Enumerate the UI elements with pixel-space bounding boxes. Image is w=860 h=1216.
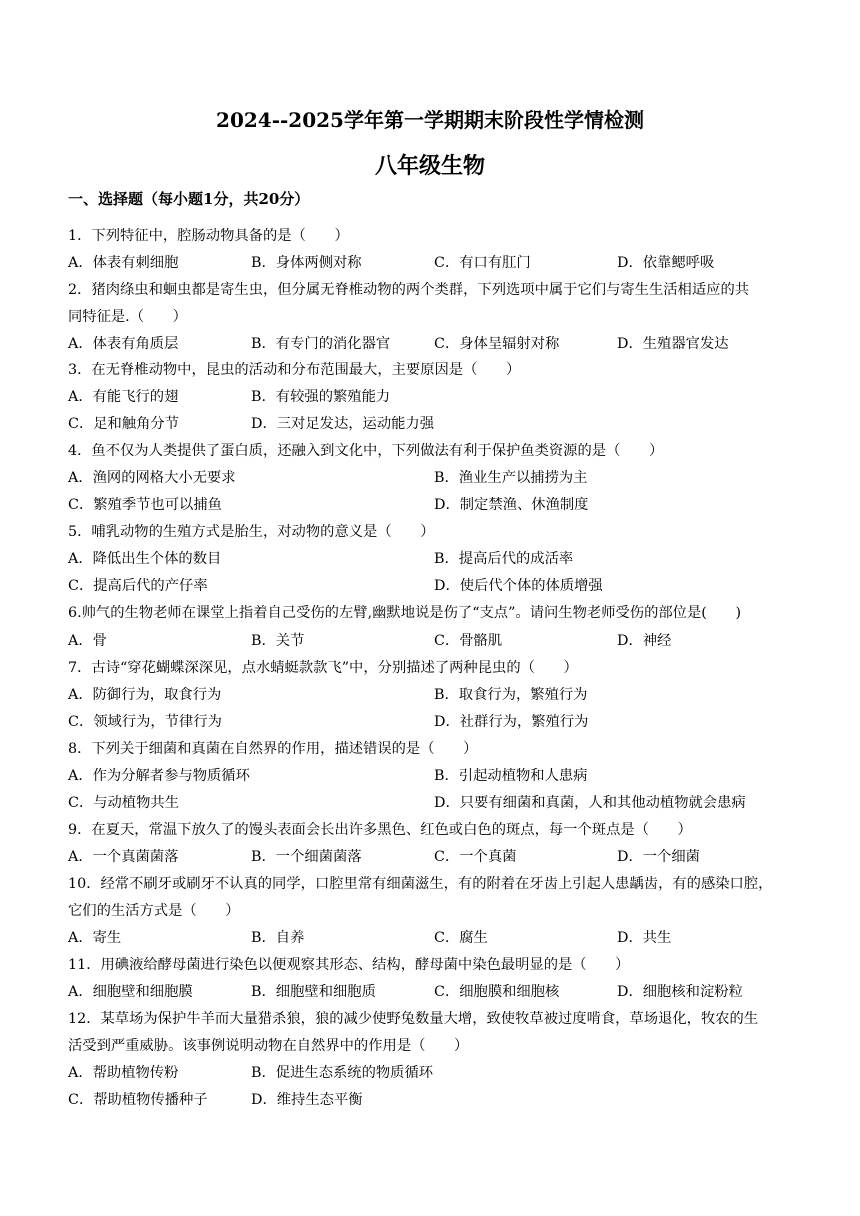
answer-option: C．足和触角分节	[68, 416, 180, 432]
answer-option: A．帮助植物传粉	[68, 1065, 179, 1081]
answer-option: A．防御行为，取食行为	[68, 687, 222, 703]
answer-option: C．领域行为，节律行为	[68, 714, 222, 730]
answer-option: D．制定禁渔、休渔制度	[434, 497, 589, 513]
answer-option: B．渔业生产以捕捞为主	[434, 470, 588, 486]
question-stem-line: 7．古诗“穿花蝴蝶深深见，点水蜻蜓款款飞”中，分别描述了两种昆虫的（ ）	[68, 660, 578, 676]
answer-option: C．与动植物共生	[68, 795, 180, 811]
question-stem-line: 12．某草场为保护牛羊而大量猎杀狼，狼的减少使野兔数量大增，致使牧草被过度啃食，草场退化，牧农的生	[68, 1011, 759, 1027]
answer-option: D．维持生态平衡	[251, 1092, 363, 1108]
answer-option: B．引起动植物和人患病	[434, 768, 588, 784]
question-stem-line: 它们的生活方式是（ ）	[68, 903, 240, 919]
answer-option: A．作为分解者参与物质循环	[68, 768, 250, 784]
answer-option: D．共生	[617, 930, 672, 946]
question-stem-line: 11．用碘液给酵母菌进行染色以便观察其形态、结构，酵母菌中染色最明显的是（ ）	[68, 957, 630, 973]
answer-option: C．细胞膜和细胞核	[434, 984, 560, 1000]
answer-option: D．神经	[617, 633, 672, 649]
question-stem-line: 1．下列特征中，腔肠动物具备的是（ ）	[68, 228, 349, 244]
question-stem-line: 活受到严重威胁。该事例说明动物在自然界中的作用是（ ）	[68, 1038, 469, 1054]
answer-option: C．有口有肛门	[434, 255, 531, 271]
answer-option: C．身体呈辐射对称	[434, 336, 560, 352]
answer-option: A．体表有刺细胞	[68, 255, 179, 271]
exam-subject: 八年级生物	[374, 153, 485, 179]
answer-option: D．只要有细菌和真菌，人和其他动植物就会患病	[434, 795, 746, 811]
answer-option: C．一个真菌	[434, 849, 517, 865]
answer-option: B．有专门的消化器官	[251, 336, 391, 352]
section-heading: 一、选择题（每小题1分，共20分）	[68, 190, 310, 208]
question-stem-line: 6.帅气的生物老师在课堂上指着自己受伤的左臂,幽默地说是伤了“支点”。请问生物老师受伤的部位是( )	[68, 605, 742, 621]
answer-option: A．有能飞行的翅	[68, 389, 179, 405]
question-stem-line: 9．在夏天，常温下放久了的馒头表面会长出许多黑色、红色或白色的斑点，每一个斑点是（ ）	[68, 822, 692, 838]
answer-option: C．腐生	[434, 930, 488, 946]
answer-option: C．帮助植物传播种子	[68, 1092, 208, 1108]
answer-option: D．生殖器官发达	[617, 336, 729, 352]
question-stem-line: 3．在无脊椎动物中，昆虫的活动和分布范围最大，主要原因是（ ）	[68, 362, 521, 378]
answer-option: A．一个真菌菌落	[68, 849, 179, 865]
answer-option: B．促进生态系统的物质循环	[251, 1065, 434, 1081]
answer-option: B．细胞壁和细胞质	[251, 984, 376, 1000]
answer-option: C．骨骼肌	[434, 633, 503, 649]
question-stem-line: 8．下列关于细菌和真菌在自然界的作用，描述错误的是（ ）	[68, 741, 478, 757]
answer-option: A．细胞壁和细胞膜	[68, 984, 193, 1000]
answer-option: B．身体两侧对称	[251, 255, 362, 271]
question-stem-line: 5．哺乳动物的生殖方式是胎生，对动物的意义是（ ）	[68, 524, 435, 540]
exam-title: 2024--2025学年第一学期期末阶段性学情检测	[216, 108, 644, 132]
answer-option: B．有较强的繁殖能力	[251, 389, 391, 405]
question-stem-line: 10．经常不刷牙或刷牙不认真的同学，口腔里常有细菌滋生，有的附着在牙齿上引起人患龋齿，有的感染口腔，	[68, 876, 773, 892]
answer-option: A．骨	[68, 633, 107, 649]
answer-option: D．三对足发达，运动能力强	[251, 416, 435, 432]
answer-option: B．提高后代的成活率	[434, 551, 574, 567]
answer-option: B．自养	[251, 930, 305, 946]
question-stem-line: 同特征是.（ ）	[68, 309, 187, 325]
answer-option: B．关节	[251, 633, 305, 649]
answer-option: B．一个细菌菌落	[251, 849, 362, 865]
answer-option: A．体表有角质层	[68, 336, 179, 352]
answer-option: C．提高后代的产仔率	[68, 578, 208, 594]
answer-option: D．社群行为，繁殖行为	[434, 714, 589, 730]
answer-option: C．繁殖季节也可以捕鱼	[68, 497, 222, 513]
answer-option: A．降低出生个体的数目	[68, 551, 222, 567]
answer-option: B．取食行为，繁殖行为	[434, 687, 588, 703]
answer-option: D．一个细菌	[617, 849, 700, 865]
answer-option: A．寄生	[68, 930, 122, 946]
answer-option: D．使后代个体的体质增强	[434, 578, 603, 594]
question-stem-line: 2．猪肉绦虫和蛔虫都是寄生虫，但分属无脊椎动物的两个类群，下列选项中属于它们与寄生生活相适应的共	[68, 282, 750, 298]
answer-option: D．依靠鳃呼吸	[617, 255, 715, 271]
answer-option: A．渔网的网格大小无要求	[68, 470, 236, 486]
answer-option: D．细胞核和淀粉粒	[617, 984, 743, 1000]
question-stem-line: 4．鱼不仅为人类提供了蛋白质，还融入到文化中，下列做法有利于保护鱼类资源的是（ ）	[68, 443, 664, 459]
